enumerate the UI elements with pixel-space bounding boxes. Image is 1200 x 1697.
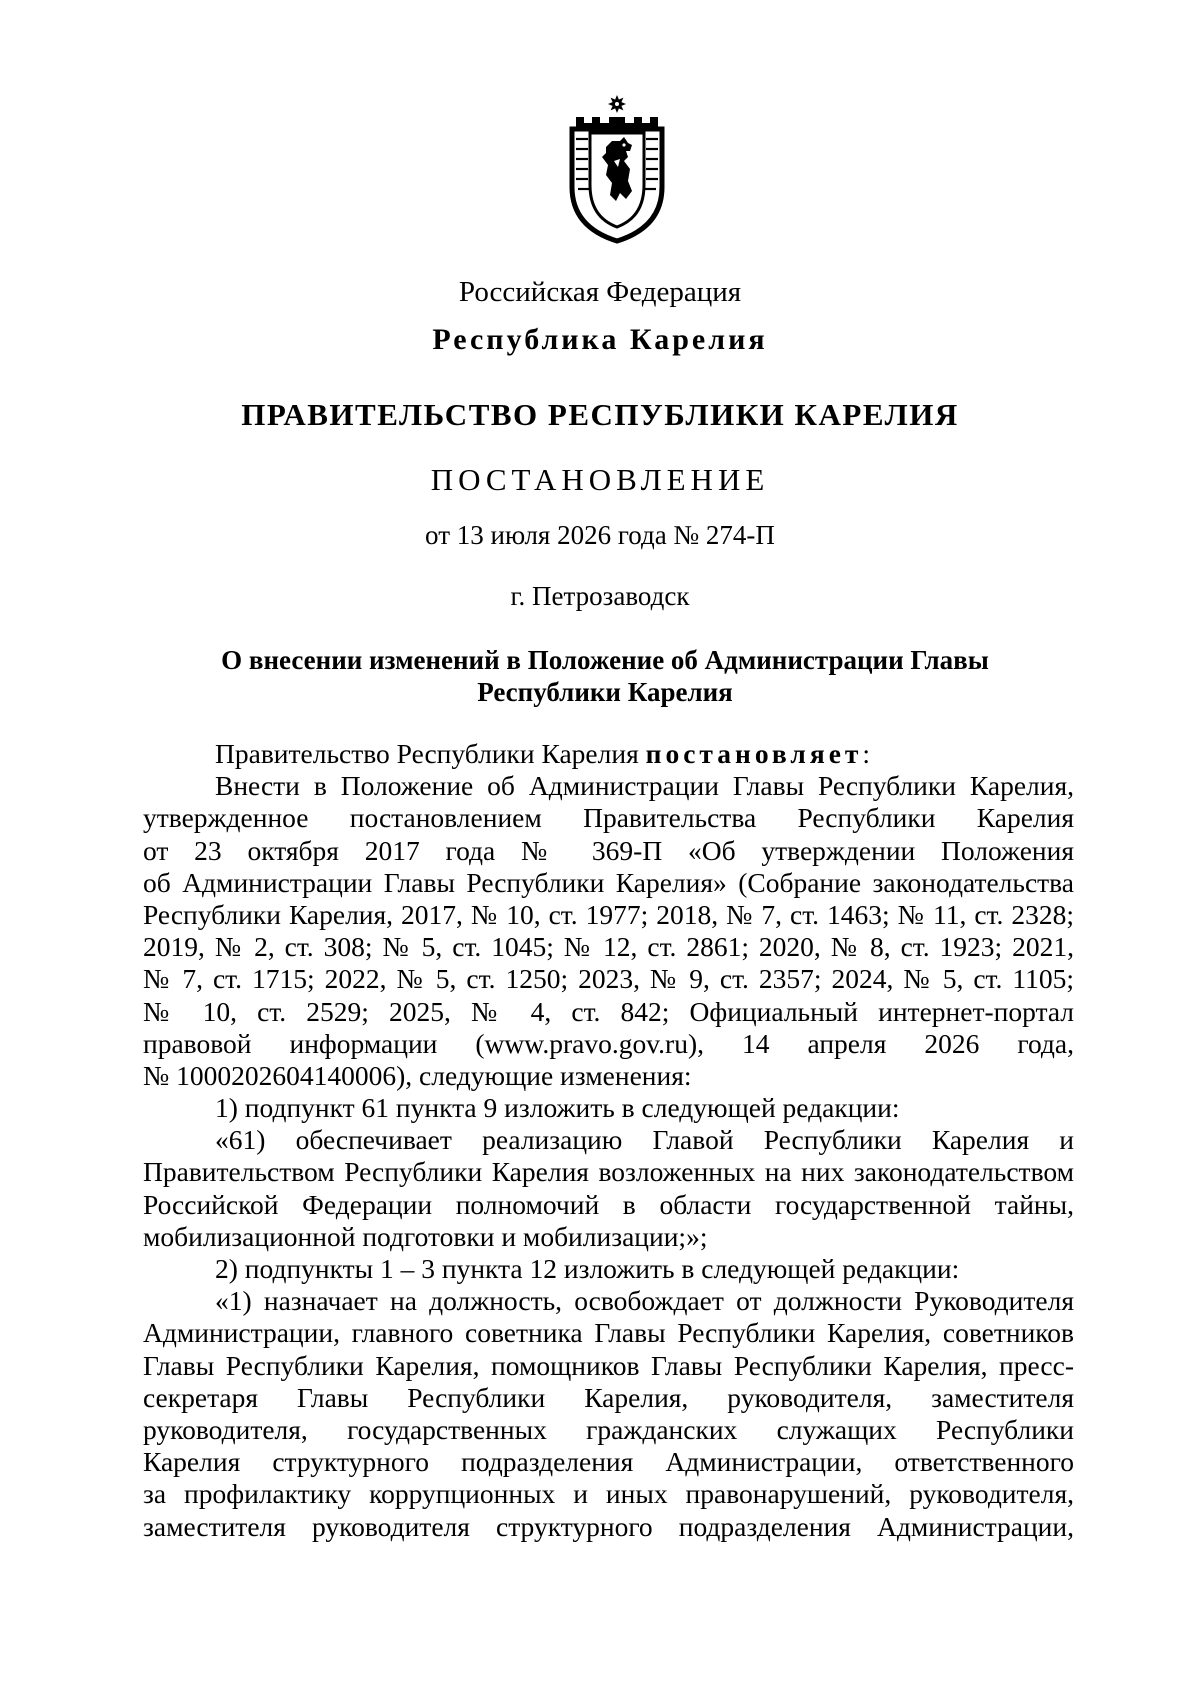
decree-verb: постановляет: [645, 738, 863, 769]
opening-line: [143, 738, 1074, 770]
body-line: об Администрации Главы Республики Карелия» (Собрание законодательства: [143, 866, 1074, 898]
body-line: от 23 октября 2017 года № 369-П «Об утверждении Положения: [143, 834, 1074, 866]
opening-colon: :: [862, 738, 871, 769]
government-title: ПРАВИТЕЛЬСТВО РЕСПУБЛИКИ КАРЕЛИЯ: [241, 397, 959, 432]
body-line: Республики Карелия, 2017, № 10, ст. 1977; 2018, № 7, ст. 1463; № 11, ст. 2328;: [143, 898, 1074, 930]
body-line: руководителя, государственных гражданских служащих Республики: [143, 1413, 1074, 1445]
karelia-coat-of-arms-icon: [562, 95, 672, 245]
body-line: «61) обеспечивает реализацию Главой Республики Карелия и: [215, 1124, 1074, 1156]
body-line: Правительством Республики Карелия возложенных на них законодательством: [143, 1156, 1074, 1188]
body-line: 2019, № 2, ст. 308; № 5, ст. 1045; № 12, ст. 2861; 2020, № 8, ст. 1923; 2021,: [143, 931, 1074, 963]
subject-line: О внесении изменений в Положение об Администрации Главы: [221, 645, 989, 675]
body-line: № 10, ст. 2529; 2025, № 4, ст. 842; Официальный интернет-портал: [143, 995, 1074, 1027]
republic-name: Республика Карелия: [432, 323, 768, 356]
document-type: ПОСТАНОВЛЕНИЕ: [430, 462, 770, 497]
body-line: заместителя руководителя структурного подразделения Администрации,: [143, 1510, 1074, 1542]
body-line: правовой информации (www.pravo.gov.ru), 14 апреля 2026 года,: [143, 1027, 1074, 1059]
body-line: Карелия структурного подразделения Администрации, ответственного: [143, 1446, 1074, 1478]
country-name: Российская Федерация: [458, 276, 742, 308]
body-line: мобилизационной подготовки и мобилизации;»;: [143, 1220, 708, 1252]
document-subject: [150, 644, 1060, 708]
body-line: Администрации, главного советника Главы Республики Карелия, советников: [143, 1317, 1074, 1349]
body-line: Российской Федерации полномочий в области государственной тайны,: [143, 1188, 1074, 1220]
body-line: № 1000202604140006), следующие изменения:: [143, 1059, 692, 1091]
subject-line: Республики Карелия: [477, 677, 733, 707]
opening-text: Правительство Республики Карелия: [215, 738, 646, 769]
date-and-number: от 13 июля 2026 года № 274-П: [425, 520, 775, 550]
city-name: г. Петрозаводск: [510, 581, 690, 611]
body-line: № 7, ст. 1715; 2022, № 5, ст. 1250; 2023, № 9, ст. 2357; 2024, № 5, ст. 1105;: [143, 963, 1074, 995]
body-line: Главы Республики Карелия, помощников Главы Республики Карелия, пресс-: [143, 1349, 1074, 1381]
body-line: секретаря Главы Республики Карелия, руководителя, заместителя: [143, 1381, 1074, 1413]
body-line: 2) подпункты 1 – 3 пункта 12 изложить в следующей редакции:: [215, 1253, 960, 1284]
body-line: утвержденное постановлением Правительства Республики Карелия: [143, 802, 1074, 834]
document-body: [143, 738, 1074, 1543]
body-line: за профилактику коррупционных и иных правонарушений, руководителя,: [143, 1478, 1074, 1510]
body-line: «1) назначает на должность, освобождает от должности Руководителя: [215, 1285, 1074, 1317]
body-line: Внести в Положение об Администрации Главы Республики Карелия,: [215, 770, 1074, 802]
body-line: 1) подпункт 61 пункта 9 изложить в следующей редакции:: [215, 1092, 900, 1124]
